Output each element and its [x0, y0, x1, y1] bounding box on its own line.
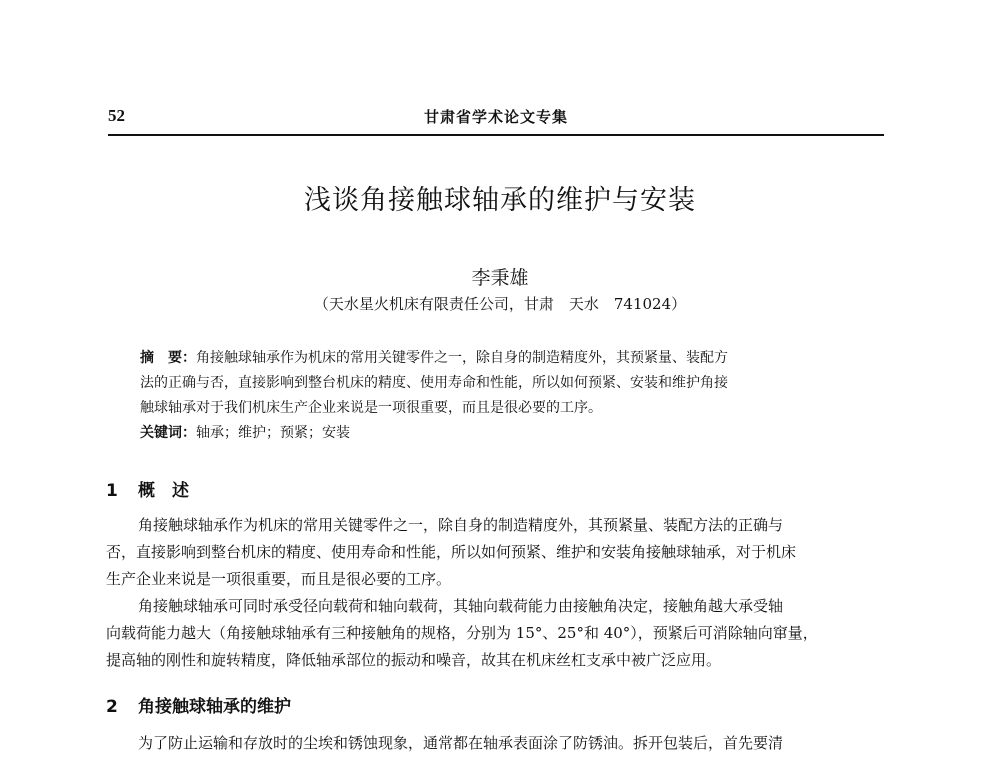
body-line: 否，直接影响到整台机床的精度、使用寿命和性能，所以如何预紧、维护和安装角接触球轴承，对于机床	[106, 543, 797, 561]
section-number: 2	[106, 697, 118, 717]
body-line: 提高轴的刚性和旋转精度，降低轴承部位的振动和噪音，故其在机床丝杠支承中被广泛应用。	[106, 651, 722, 669]
article-title: 浅谈角接触球轴承的维护与安装	[304, 185, 696, 216]
section-title: 概 述	[138, 481, 189, 501]
section-number: 1	[106, 481, 118, 501]
keywords	[140, 421, 860, 446]
author-name: 李秉雄	[471, 267, 529, 289]
body-line: 为了防止运输和存放时的尘埃和锈蚀现象，通常都在轴承表面涂了防锈油。拆开包装后，首先要清	[138, 734, 784, 752]
header-rule	[108, 134, 884, 136]
author-affiliation: （天水星火机床有限责任公司，甘肃 天水 741024）	[313, 295, 687, 313]
body-line: 角接触球轴承作为机床的常用关键零件之一，除自身的制造精度外，其预紧量、装配方法的正确与	[138, 516, 784, 534]
abstract	[140, 346, 860, 446]
body-line: 生产企业来说是一项很重要，而且是很必要的工序。	[106, 570, 452, 588]
body-line: 向载荷能力越大（角接触球轴承有三种接触角的规格，分别为 15°、25°和 40°），预紧后可消除轴向窜量，	[106, 624, 818, 642]
abstract-line	[140, 350, 728, 366]
running-header	[108, 104, 884, 130]
body-line: 角接触球轴承可同时承受径向载荷和轴向载荷，其轴向载荷能力由接触角决定，接触角越大承受轴	[138, 597, 784, 615]
section-title: 角接触球轴承的维护	[138, 697, 291, 717]
journal-name: 甘肃省学术论文专集	[423, 108, 568, 126]
page-number: 52	[108, 106, 125, 125]
section-1-body	[106, 512, 886, 674]
abstract-line: 触球轴承对于我们机床生产企业来说是一项很重要，而且是很必要的工序。	[140, 400, 602, 416]
abstract-text: 角接触球轴承作为机床的常用关键零件之一，除自身的制造精度外，其预紧量、装配方	[196, 350, 728, 366]
keywords-text: 轴承；维护；预紧；安装	[196, 425, 350, 441]
section-2-body	[106, 730, 886, 757]
section-heading	[106, 476, 189, 501]
section-heading	[106, 692, 291, 717]
keywords-label: 关键词：	[140, 425, 196, 441]
abstract-label: 摘 要：	[140, 350, 196, 366]
abstract-line: 法的正确与否，直接影响到整台机床的精度、使用寿命和性能，所以如何预紧、安装和维护角接	[140, 375, 728, 391]
